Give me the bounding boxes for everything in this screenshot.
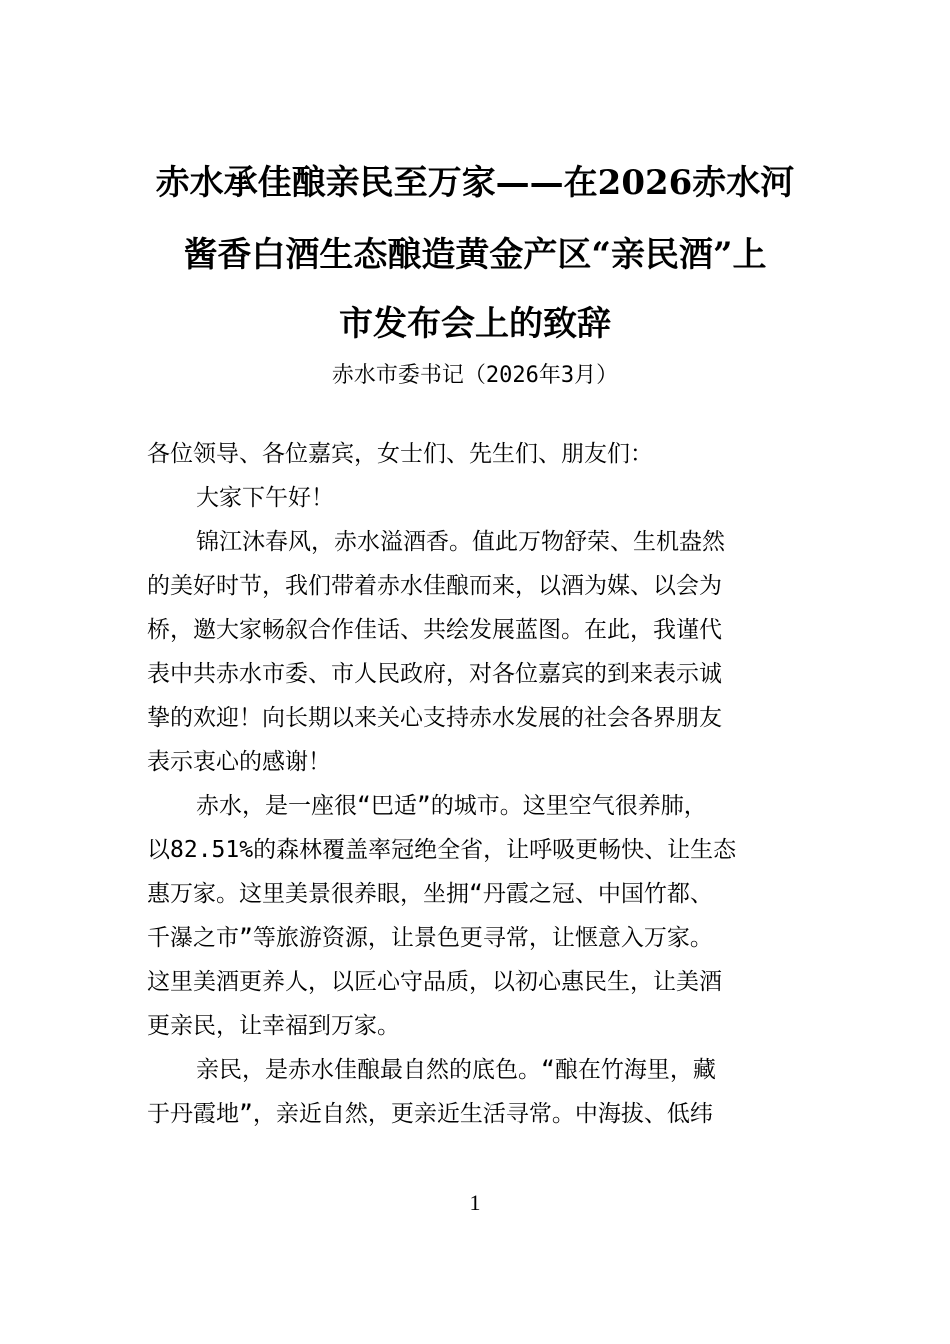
document-title-line-2: 酱香白酒生态酿造黄金产区“亲民酒”上	[183, 235, 767, 275]
greeting: 大家下午好！	[196, 485, 334, 511]
salutation: 各位领导、各位嘉宾，女士们、先生们、朋友们：	[147, 441, 653, 467]
paragraph-2-line: 更亲民，让幸福到万家。	[147, 1013, 400, 1039]
paragraph-1-line: 表中共赤水市委、市人民政府，对各位嘉宾的到来表示诚	[147, 661, 722, 687]
paragraph-2-line: 以82.51%的森林覆盖率冠绝全省，让呼吸更畅快、让生态	[147, 837, 737, 863]
paragraph-2-line: 惠万家。这里美景很养眼，坐拥“丹霞之冠、中国竹都、	[147, 881, 713, 907]
document-title-line-1: 赤水承佳酿亲民至万家——在2026赤水河	[155, 163, 795, 203]
document-subtitle: 赤水市委书记（2026年3月）	[331, 363, 619, 388]
document-title-line-3: 市发布会上的致辞	[339, 304, 611, 344]
paragraph-1-line: 的美好时节，我们带着赤水佳酿而来，以酒为媒、以会为	[147, 573, 722, 599]
paragraph-2-line: 这里美酒更养人，以匠心守品质，以初心惠民生，让美酒	[147, 969, 722, 995]
paragraph-1-line: 挚的欢迎！向长期以来关心支持赤水发展的社会各界朋友	[147, 705, 722, 731]
paragraph-2-line: 千瀑之市”等旅游资源，让景色更寻常，让惬意入万家。	[147, 925, 713, 951]
page-number: 1	[469, 1190, 481, 1215]
paragraph-2-line: 赤水，是一座很“巴适”的城市。这里空气很养肺，	[196, 793, 707, 819]
paragraph-3-line: 于丹霞地”，亲近自然，更亲近生活寻常。中海拔、低纬	[147, 1101, 713, 1127]
paragraph-1-line: 表示衷心的感谢！	[147, 749, 331, 775]
paragraph-1-line: 桥，邀大家畅叙合作佳话、共绘发展蓝图。在此，我谨代	[147, 617, 722, 643]
paragraph-3-line: 亲民，是赤水佳酿最自然的底色。“酿在竹海里，藏	[196, 1057, 716, 1083]
paragraph-1-line: 锦江沐春风，赤水溢酒香。值此万物舒荣、生机盎然	[196, 529, 725, 555]
